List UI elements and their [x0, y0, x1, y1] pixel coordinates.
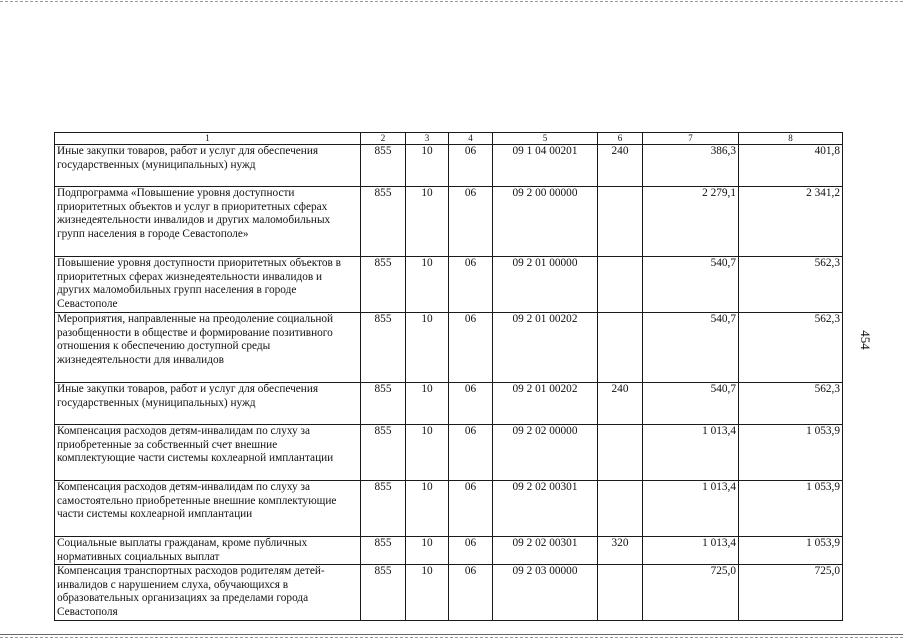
amount-year-1: 1 013,4 — [643, 537, 739, 565]
row-description: Компенсация расходов детям-инвалидам по слуху за самостоятельно приобретенные внешние комплектующие части системы кохлеарной имплантации — [55, 481, 361, 537]
target-article-code: 09 2 00 00000 — [493, 187, 598, 257]
subsection-code: 06 — [449, 481, 493, 537]
amount-year-1: 540,7 — [643, 257, 739, 313]
column-header: 4 — [449, 133, 493, 145]
target-article-code: 09 1 04 00201 — [493, 145, 598, 187]
ministry-code: 855 — [361, 145, 406, 187]
section-code: 10 — [406, 537, 449, 565]
expense-type-code — [598, 187, 643, 257]
amount-year-2: 2 341,2 — [739, 187, 843, 257]
scan-edge-bottom — [0, 634, 903, 635]
expense-type-code: 320 — [598, 537, 643, 565]
expense-type-code: 240 — [598, 145, 643, 187]
column-header: 3 — [406, 133, 449, 145]
row-description: Социальные выплаты гражданам, кроме публичных нормативных социальных выплат — [55, 537, 361, 565]
expense-type-code: 240 — [598, 383, 643, 425]
subsection-code: 06 — [449, 257, 493, 313]
ministry-code: 855 — [361, 257, 406, 313]
amount-year-2: 562,3 — [739, 383, 843, 425]
amount-year-1: 725,0 — [643, 565, 739, 621]
column-header: 2 — [361, 133, 406, 145]
table-row — [55, 425, 843, 481]
amount-year-1: 386,3 — [643, 145, 739, 187]
target-article-code: 09 2 02 00301 — [493, 481, 598, 537]
target-article-code: 09 2 02 00000 — [493, 425, 598, 481]
row-description: Компенсация расходов детям-инвалидам по слуху за приобретенные за собственный счет внешние комплектующие части системы кохлеарной имплантации — [55, 425, 361, 481]
section-code: 10 — [406, 145, 449, 187]
ministry-code: 855 — [361, 537, 406, 565]
column-header: 8 — [739, 133, 843, 145]
table-row — [55, 313, 843, 383]
row-description: Повышение уровня доступности приоритетных объектов в приоритетных сферах жизнедеятельности инвалидов и других маломобильных групп населения в городе Севастополе — [55, 257, 361, 313]
target-article-code: 09 2 01 00202 — [493, 383, 598, 425]
expense-type-code — [598, 425, 643, 481]
section-code: 10 — [406, 481, 449, 537]
amount-year-1: 2 279,1 — [643, 187, 739, 257]
expense-type-code — [598, 257, 643, 313]
amount-year-2: 562,3 — [739, 313, 843, 383]
row-description: Иные закупки товаров, работ и услуг для обеспечения государственных (муниципальных) нужд — [55, 383, 361, 425]
table-row — [55, 145, 843, 187]
amount-year-2: 562,3 — [739, 257, 843, 313]
amount-year-1: 1 013,4 — [643, 481, 739, 537]
column-header: 7 — [643, 133, 739, 145]
table-row — [55, 481, 843, 537]
ministry-code: 855 — [361, 481, 406, 537]
subsection-code: 06 — [449, 313, 493, 383]
section-code: 10 — [406, 425, 449, 481]
section-code: 10 — [406, 313, 449, 383]
subsection-code: 06 — [449, 425, 493, 481]
amount-year-1: 540,7 — [643, 383, 739, 425]
row-description: Мероприятия, направленные на преодоление социальной разобщенности в обществе и формирование позитивного отношения к обеспечению доступной среды жизнедеятельности для инвалидов — [55, 313, 361, 383]
table-row — [55, 565, 843, 621]
row-description: Компенсация транспортных расходов родителям детей-инвалидов с нарушением слуха, обучающихся в образовательных организациях за пределами города Севастополя — [55, 565, 361, 621]
amount-year-1: 1 013,4 — [643, 425, 739, 481]
ministry-code: 855 — [361, 565, 406, 621]
expense-type-code — [598, 313, 643, 383]
expense-type-code — [598, 565, 643, 621]
ministry-code: 855 — [361, 425, 406, 481]
amount-year-2: 1 053,9 — [739, 481, 843, 537]
scan-edge-top — [0, 1, 903, 2]
subsection-code: 06 — [449, 187, 493, 257]
expense-type-code — [598, 481, 643, 537]
section-code: 10 — [406, 257, 449, 313]
target-article-code: 09 2 01 00202 — [493, 313, 598, 383]
section-code: 10 — [406, 565, 449, 621]
scan-edge-bottom-dashed — [0, 637, 903, 638]
table-row — [55, 537, 843, 565]
budget-table — [54, 132, 843, 621]
section-code: 10 — [406, 187, 449, 257]
column-header: 1 — [55, 133, 361, 145]
amount-year-2: 725,0 — [739, 565, 843, 621]
row-description: Подпрограмма «Повышение уровня доступности приоритетных объектов и услуг в приоритетных сферах жизнедеятельности инвалидов и других маломобильных групп населения в городе Севастополе» — [55, 187, 361, 257]
subsection-code: 06 — [449, 383, 493, 425]
ministry-code: 855 — [361, 187, 406, 257]
amount-year-2: 1 053,9 — [739, 537, 843, 565]
column-header: 5 — [493, 133, 598, 145]
table-row — [55, 383, 843, 425]
ministry-code: 855 — [361, 383, 406, 425]
table-row — [55, 187, 843, 257]
section-code: 10 — [406, 383, 449, 425]
table-row — [55, 257, 843, 313]
target-article-code: 09 2 03 00000 — [493, 565, 598, 621]
row-description: Иные закупки товаров, работ и услуг для обеспечения государственных (муниципальных) нужд — [55, 145, 361, 187]
subsection-code: 06 — [449, 145, 493, 187]
target-article-code: 09 2 01 00000 — [493, 257, 598, 313]
amount-year-2: 1 053,9 — [739, 425, 843, 481]
subsection-code: 06 — [449, 565, 493, 621]
table-header-row — [55, 133, 843, 145]
amount-year-1: 540,7 — [643, 313, 739, 383]
subsection-code: 06 — [449, 537, 493, 565]
column-header: 6 — [598, 133, 643, 145]
page-number: 454 — [858, 330, 873, 350]
ministry-code: 855 — [361, 313, 406, 383]
amount-year-2: 401,8 — [739, 145, 843, 187]
target-article-code: 09 2 02 00301 — [493, 537, 598, 565]
